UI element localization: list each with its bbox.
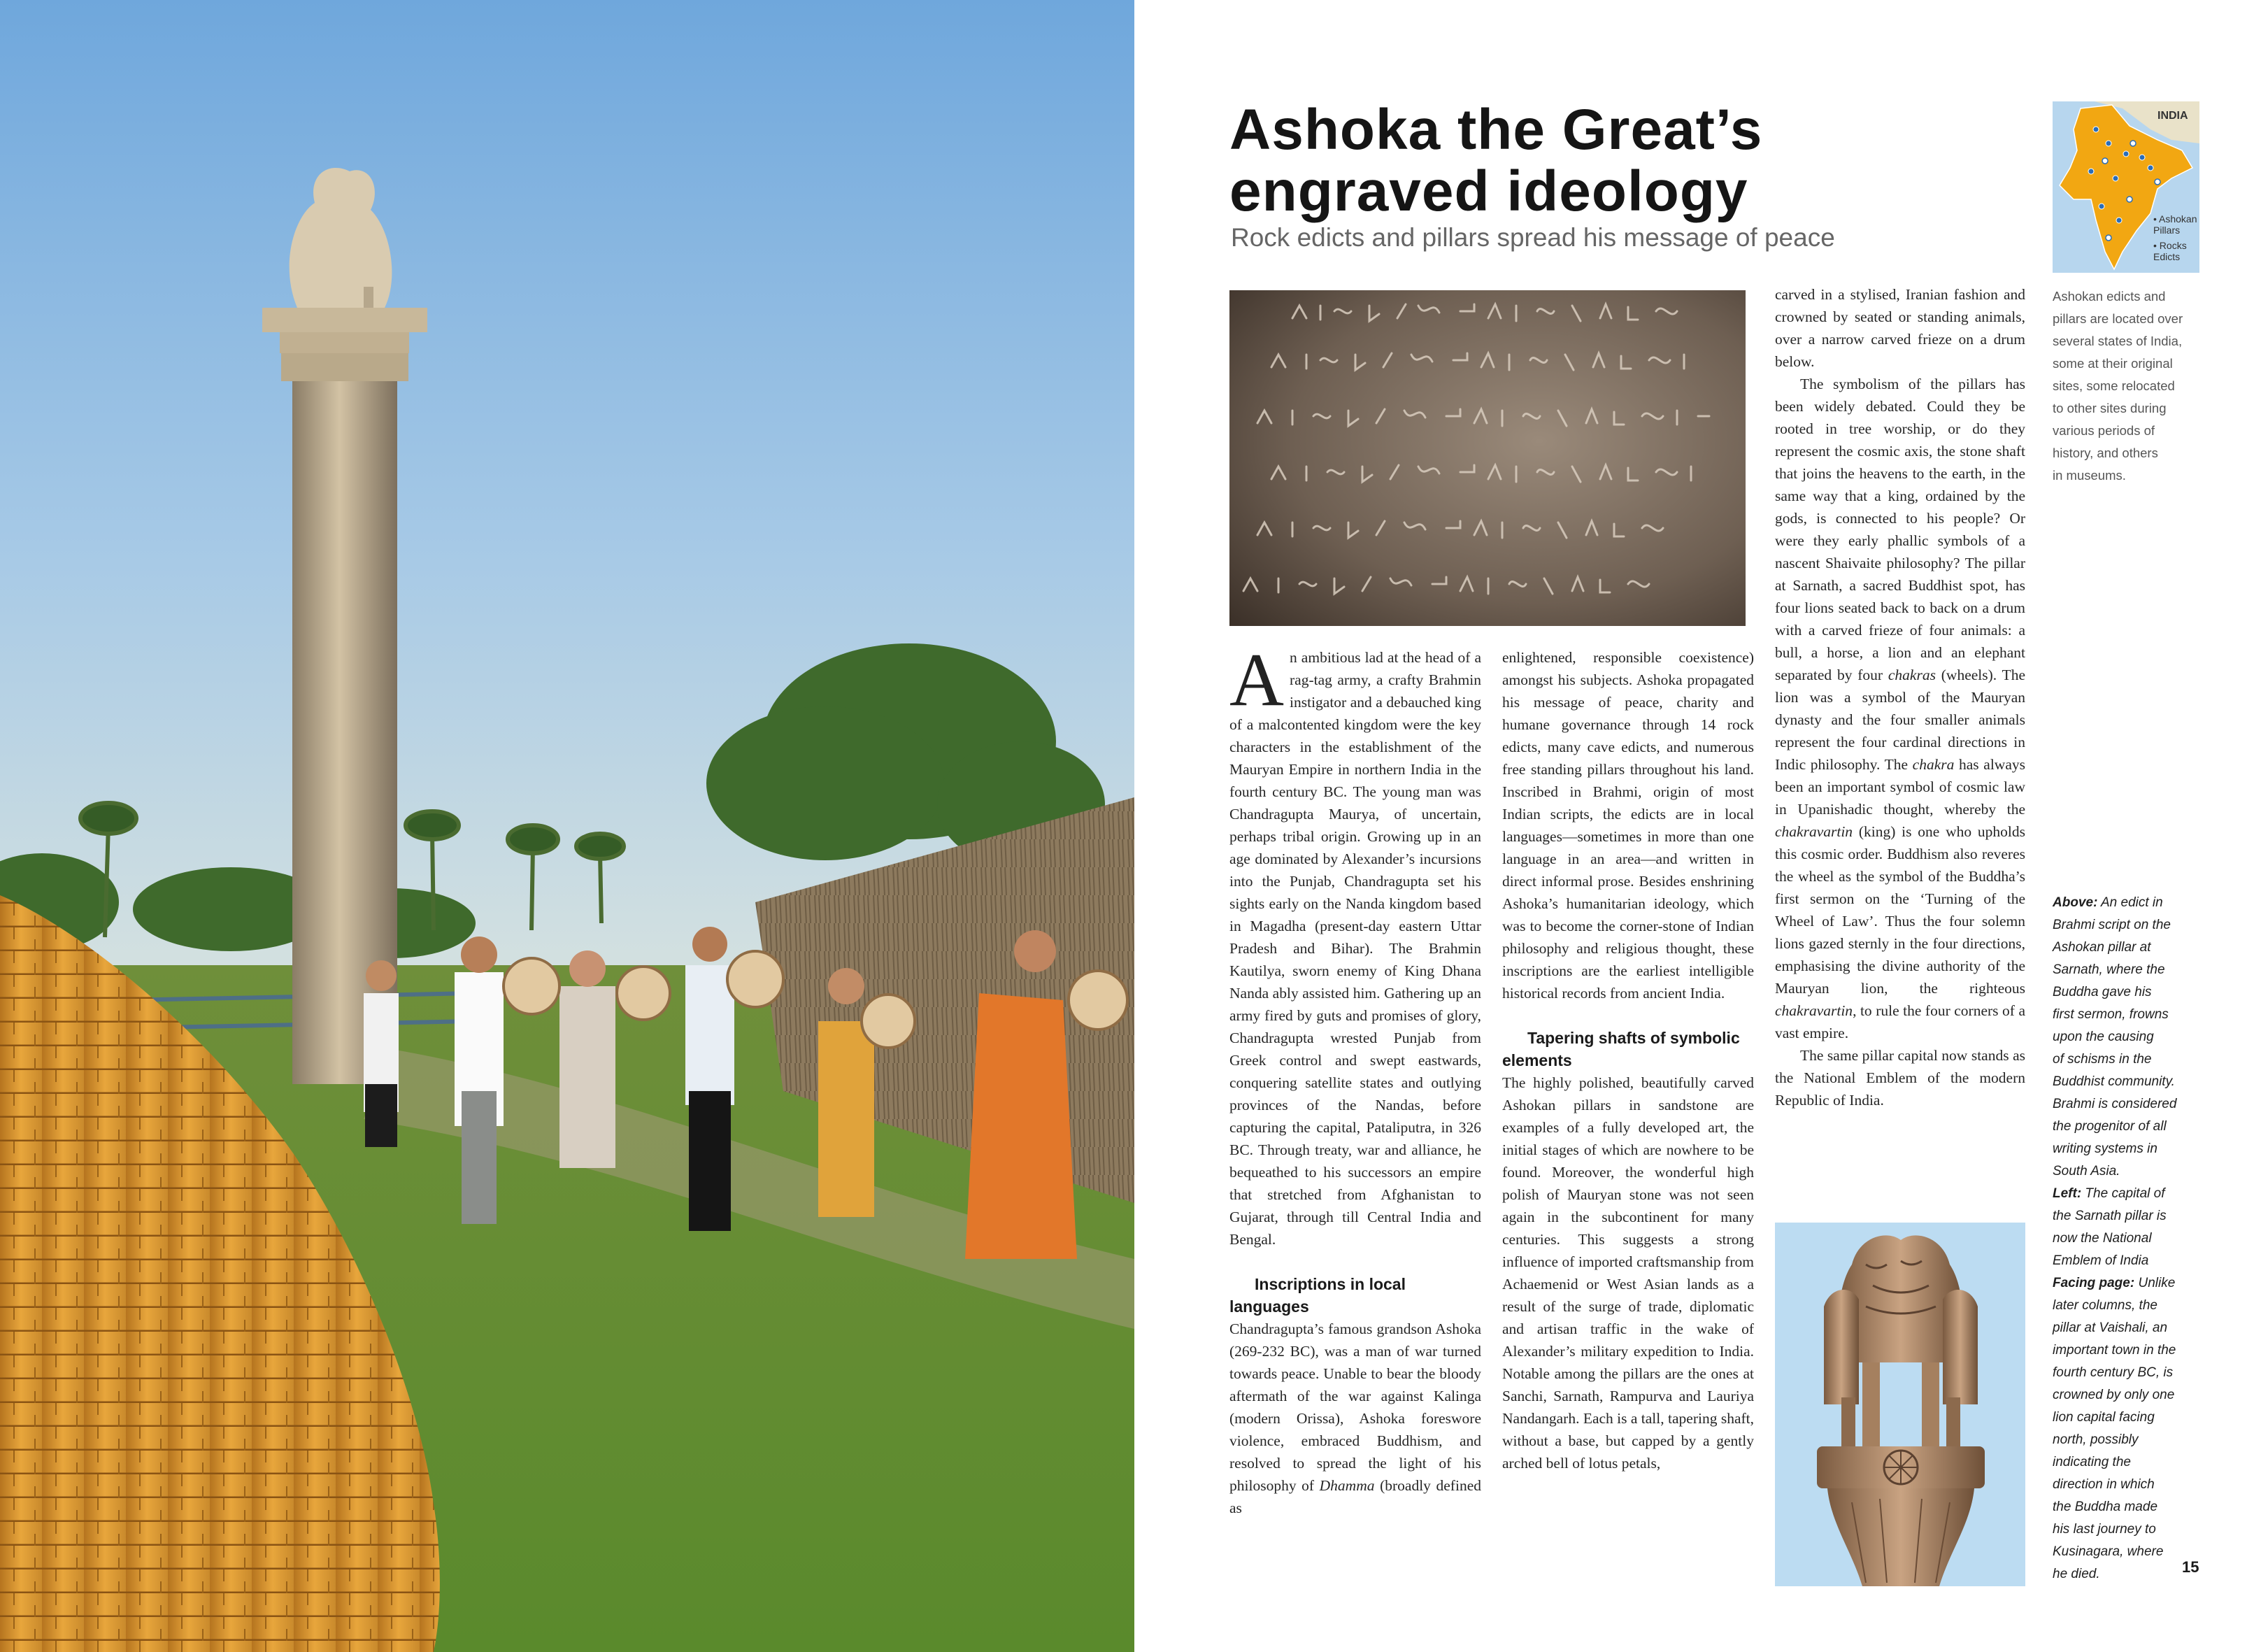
caption-line — [2053, 1004, 2217, 1026]
paragraph — [1229, 639, 1481, 1251]
map-label: INDIA — [2157, 110, 2188, 122]
caption-line — [2053, 1250, 2217, 1272]
caption-text: Emblem of India — [2053, 1253, 2149, 1268]
caption-text: An edict in — [2097, 895, 2163, 910]
paragraph-text: The symbolism of the pillars has been widely debated. Could they be rooted in tree worship, or do they represent the cosmic axis, the stone shaft that joins the heavens to the earth, in the same way that a king, ordained by the gods, is connected to his people? Or were they early phallic symbols of a nascent Shaivaite philosophy? The pillar at Sarnath, a sacred Buddhist spot, has four lions seated back to back on a drum with a carved frieze of four animals: a bull, a horse, a lion and an elephant separated by four — [1775, 376, 2025, 683]
paragraph: The same pillar capital now stands as the National Emblem of the modern Republic of India. — [1775, 1047, 2025, 1109]
lion-capital-photo — [1775, 1223, 2025, 1586]
caption-line — [2053, 937, 2217, 959]
caption-text: now the National — [2053, 1231, 2152, 1246]
paragraph: carved in a stylised, Iranian fashion and crowned by seated or standing animals, over a narrow carved frieze on a drum below. — [1775, 286, 2025, 370]
map-caption-line: Ashokan edicts and — [2053, 289, 2166, 304]
caption-line — [2053, 1026, 2217, 1048]
caption-text: South Asia. — [2053, 1164, 2120, 1179]
paragraph: The highly polished, beautifully carved Ashokan pillars in sandstone are examples of a fully developed art, the initial stages of which are nowhere to be found. Moreover, the wonderful high polish of Mauryan stone was not seen again in the subcontinent for many centuries. This suggests a strong influence of imported craftsmanship from Achaemenid or West Asian lands as a result of the surge of trade, diplomatic and artisan traffic in the wake of Alexander’s military expedition to India. Notable among the pillars are the ones at Sanchi, Sarnath, Rampurva and Lauriya Nandangarh. Each is a tall, tapering shaft, without a base, but capped by a gently arched bell of lotus petals, — [1502, 1074, 1754, 1472]
caption-line — [2053, 1339, 2217, 1362]
caption-text: the Sarnath pillar is — [2053, 1209, 2167, 1223]
caption-line — [2053, 914, 2217, 937]
term-chakravartin: chakravartin — [1775, 823, 1853, 840]
caption-line — [2053, 959, 2217, 981]
caption-text: Buddha gave his — [2053, 985, 2152, 999]
title-line-2: engraved ideology — [1229, 159, 1748, 223]
caption-line — [2053, 1518, 2217, 1541]
article-column-2 — [1502, 646, 1754, 1474]
paragraph-text: Chandragupta’s famous grandson Ashoka (269-232 BC), was a man of war turned towards peace. Unable to bear the bloody aftermath of the war against Kalinga (modern Orissa), Ashoka foreswore violence, embraced Buddhism, and resolved to spread the light of his philosophy of — [1229, 1320, 1481, 1494]
caption-line — [2053, 1160, 2217, 1183]
caption-line — [2053, 1048, 2217, 1071]
caption-text: the Buddha made — [2053, 1500, 2158, 1514]
caption-line — [2053, 1496, 2217, 1518]
caption-text: Buddhist community. — [2053, 1074, 2175, 1089]
caption-text: crowned by only one — [2053, 1388, 2175, 1402]
map-caption-line: history, and others — [2053, 446, 2158, 460]
caption-text: The capital of — [2081, 1186, 2165, 1201]
map-caption-line: in museums. — [2053, 468, 2126, 483]
caption-text: he died. — [2053, 1567, 2100, 1581]
caption-line — [2053, 1362, 2217, 1384]
caption-text: Sarnath, where the — [2053, 962, 2165, 977]
caption-text: upon the causing — [2053, 1030, 2154, 1044]
brahmi-edict-photo — [1229, 290, 1746, 626]
paragraph-text: (wheels). The lion was a symbol of the Mauryan dynasty and the four smaller animals represent the four cardinal directions in Indic philosophy. The — [1775, 667, 2025, 773]
caption-text: of schisms in the — [2053, 1052, 2152, 1067]
photo-captions — [2053, 892, 2217, 1586]
caption-text: Ashokan pillar at — [2053, 940, 2151, 955]
drop-cap: A — [1229, 639, 1284, 722]
caption-text: Brahmi script on the — [2053, 918, 2171, 932]
paragraph-text: , to rule the four corners of a vast empire. — [1775, 1002, 2025, 1041]
title-line-1: Ashoka the Great’s — [1229, 98, 1763, 162]
caption-line — [2053, 1071, 2217, 1093]
caption-line — [2053, 1183, 2217, 1205]
map-legend-pillars: • Ashokan Pillars — [2153, 213, 2197, 236]
caption-line — [2053, 1384, 2217, 1407]
caption-text: first sermon, frowns — [2053, 1007, 2169, 1022]
caption-text: Brahmi is considered — [2053, 1097, 2177, 1111]
caption-label: Above: — [2053, 895, 2098, 910]
caption-text: Kusinagara, where — [2053, 1544, 2164, 1559]
caption-line — [2053, 1116, 2217, 1138]
map-caption-line: sites, some relocated — [2053, 378, 2175, 393]
caption-text: fourth century BC, is — [2053, 1365, 2174, 1380]
page-subtitle: Rock edicts and pillars spread his message of peace — [1231, 223, 1835, 252]
map-caption-line: to other sites during — [2053, 401, 2167, 415]
term-dhamma: Dhamma — [1319, 1477, 1375, 1494]
paragraph — [1775, 373, 2025, 1044]
caption-line — [2053, 1474, 2217, 1496]
section-heading: Inscriptions in local languages — [1229, 1275, 1406, 1316]
page-number: 15 — [2182, 1558, 2199, 1576]
caption-line — [2053, 981, 2217, 1004]
caption-line — [2053, 1272, 2217, 1295]
caption-line — [2053, 892, 2217, 914]
map-caption-line: various periods of — [2053, 423, 2155, 438]
caption-label: Facing page: — [2053, 1276, 2135, 1290]
caption-line — [2053, 1407, 2217, 1429]
article-column-3 — [1775, 283, 2025, 1111]
paragraph-text: n ambitious lad at the head of a rag-tag army, a crafty Brahmin instigator and a debauched king of a malcontented kingdom were the key characters in the establishment of the Mauryan Empire in northern India in the fourth century BC. The young man was Chandragupta Maurya, of uncertain, perhaps tribal origin. Growing up in an age dominated by Alexander’s incursions into the Punjab, Chandragupta set his sights early on the Nanda kingdom based in Magadha (present-day eastern Uttar Pradesh and Bihar). The Brahmin Kautilya, sworn enemy of King Dhana Nanda ably assisted him. Gathering up an army fired by guts and promises of glory, Chandragupta wrested Punjab from Greek control and swept eastwards, conquering satellite states and outlying provinces of the Nandas, before capturing the capital, Pataliputra, in 326 BC. Through treaty, war and alliance, he bequeathed to his successors an empire that stretched from Afghanistan to Gujarat, through till Central India and Bengal. — [1229, 649, 1481, 1248]
section-heading: Tapering shafts of symbolic elements — [1502, 1029, 1740, 1069]
map-legend-edicts: • Rocks Edicts — [2153, 240, 2187, 262]
page-title — [1229, 99, 2034, 222]
map-caption-line: pillars are located over — [2053, 311, 2183, 326]
paragraph: enlightened, responsible coexistence) amongst his subjects. Ashoka propagated his message of peace, charity and humane governance through 14 rock edicts, many cave edicts, and numerous free standing pillars throughout his land. Inscribed in Brahmi, origin of most Indian scripts, the edicts are in local languages—sometimes in more than one language in an area—and written in direct informal prose. Besides enshrining Ashoka’s humanitarian ideology, which was to become the corner-stone of Indian philosophy and religious thought, these inscriptions are the earliest intelligible historical records from ancient India. — [1502, 649, 1754, 1002]
caption-text: the progenitor of all — [2053, 1119, 2167, 1134]
map-caption-line: several states of India, — [2053, 334, 2183, 348]
caption-line — [2053, 1138, 2217, 1160]
caption-text: indicating the — [2053, 1455, 2131, 1469]
term-chakra: chakra — [1912, 756, 1955, 773]
caption-text: later columns, the — [2053, 1298, 2157, 1313]
caption-line — [2053, 1317, 2217, 1339]
term-chakravartin: chakravartin — [1775, 1002, 1853, 1019]
caption-line — [2053, 1429, 2217, 1451]
caption-text: important town in the — [2053, 1343, 2176, 1358]
caption-line — [2053, 1227, 2217, 1250]
caption-text: north, possibly — [2053, 1432, 2139, 1447]
caption-text: lion capital facing — [2053, 1410, 2155, 1425]
caption-line — [2053, 1451, 2217, 1474]
term-chakras: chakras — [1888, 667, 1936, 683]
paragraph-text: has always been an important symbol of cosmic law in Upanishadic thought, whereby the — [1775, 756, 2025, 818]
caption-text: writing systems in — [2053, 1141, 2157, 1156]
caption-text: Unlike — [2134, 1276, 2176, 1290]
map-caption — [2053, 285, 2210, 487]
paragraph-text: (king) is one who upholds this cosmic order. Buddhism also reveres the wheel as the symbol of the Buddha’s first sermon on the ‘Turning of the Wheel of Law’. Thus the four solemn lions gazed sternly in the four directions, emphasising the divine authority of the Mauryan lion, the righteous — [1775, 823, 2025, 997]
caption-text: direction in which — [2053, 1477, 2155, 1492]
article-column-1 — [1229, 639, 1481, 1519]
india-map — [2053, 101, 2199, 273]
caption-label: Left: — [2053, 1186, 2082, 1201]
caption-line — [2053, 1093, 2217, 1116]
paragraph — [1229, 1318, 1481, 1519]
map-caption-line: some at their original — [2053, 356, 2173, 371]
caption-line — [2053, 1205, 2217, 1227]
caption-text: his last journey to — [2053, 1522, 2156, 1537]
caption-text: pillar at Vaishali, an — [2053, 1320, 2168, 1335]
paragraph-text: (broadly defined as — [1229, 1477, 1481, 1516]
caption-line — [2053, 1295, 2217, 1317]
